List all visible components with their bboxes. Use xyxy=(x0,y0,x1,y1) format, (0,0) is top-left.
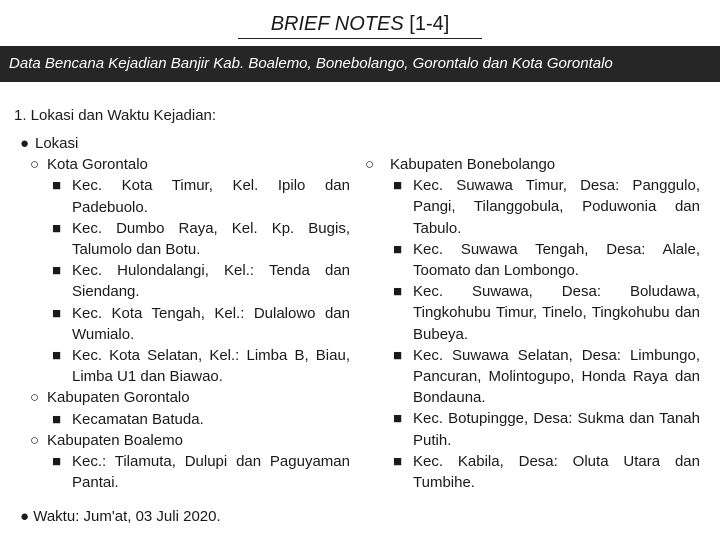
kecamatan-item: Kec. Suwawa, Desa: Boludawa, Tingkohubu Timur, Tinelo, Tingkohubu dan Bubeya. xyxy=(413,283,700,343)
bullet-square-icon: ■ xyxy=(393,346,403,364)
bullet-dot-icon: ● xyxy=(20,508,30,525)
bullet-circle-icon: ○ xyxy=(30,389,40,407)
bullet-square-icon: ■ xyxy=(393,410,403,428)
kecamatan-item: Kec. Kota Tengah, Kel.: Dulalowo dan Wumialo. xyxy=(72,304,350,343)
bullet-circle-icon: ○ xyxy=(365,156,375,173)
bullet-circle-icon: ○ xyxy=(30,156,40,174)
waktu-line xyxy=(20,506,221,527)
bullet-square-icon: ■ xyxy=(393,452,403,470)
list-item xyxy=(20,303,350,345)
bullet-square-icon: ■ xyxy=(393,283,403,301)
list-item xyxy=(365,408,700,450)
kecamatan-item: Kec.: Tilamuta, Dulupi dan Paguyaman Pantai. xyxy=(72,453,350,492)
kecamatan-item: Kec. Suwawa Tengah, Desa: Alale, Toomato dan Lombongo. xyxy=(413,240,700,280)
region-kab-gorontalo: Kabupaten Gorontalo xyxy=(47,389,190,407)
list-item xyxy=(20,154,350,175)
kecamatan-item: Kecamatan Batuda. xyxy=(72,410,204,428)
list-item xyxy=(365,345,700,409)
kecamatan-item: Kec. Suwawa Timur, Desa: Panggulo, Pangi, Tilanggobula, Poduwonia dan Tabulo. xyxy=(413,177,700,237)
left-column xyxy=(20,133,350,493)
section-label: 1. Lokasi dan Waktu Kejadian xyxy=(14,107,212,124)
bullet-square-icon: ■ xyxy=(52,410,62,428)
region-kab-boalemo: Kabupaten Boalemo xyxy=(47,431,183,449)
region-kab-bonebolango: Kabupaten Bonebolango xyxy=(390,156,556,173)
slide-title xyxy=(0,10,720,38)
kecamatan-item: Kec. Dumbo Raya, Kel. Kp. Bugis, Talumolo dan Botu. xyxy=(72,219,350,259)
kecamatan-item: Kec. Kota Timur, Kel. Ipilo dan Padebuolo. xyxy=(72,177,350,216)
kecamatan-item: Kec. Kota Selatan, Kel.: Limba B, Biau, Limba U1 dan Biawao. xyxy=(72,347,350,386)
bullet-square-icon: ■ xyxy=(52,262,62,280)
list-item xyxy=(365,239,700,281)
bullet-square-icon: ■ xyxy=(52,347,62,365)
bullet-square-icon: ■ xyxy=(52,177,62,195)
bullet-square-icon: ■ xyxy=(52,304,62,322)
list-item xyxy=(365,281,700,345)
list-item xyxy=(20,260,350,302)
kecamatan-item: Kec. Suwawa Selatan, Desa: Limbungo, Pancuran, Molintogupo, Honda Raya dan Bondauna. xyxy=(413,346,700,407)
bullet-circle-icon: ○ xyxy=(30,431,40,449)
right-column xyxy=(365,154,700,493)
list-item xyxy=(20,451,350,493)
region-kota-gorontalo: Kota Gorontalo xyxy=(47,156,148,174)
list-item xyxy=(20,430,350,451)
bullet-dot-icon: ● xyxy=(20,135,30,152)
list-item xyxy=(365,451,700,493)
kecamatan-item: Kec. Botupingge, Desa: Sukma dan Tanah Putih. xyxy=(413,410,700,449)
section-heading xyxy=(14,106,216,126)
bullet-square-icon: ■ xyxy=(393,240,403,258)
list-item xyxy=(20,175,350,217)
list-item xyxy=(20,133,350,154)
section-colon: : xyxy=(211,107,217,124)
kecamatan-item: Kec. Hulondalangi, Kel.: Tenda dan Siendang. xyxy=(72,262,350,301)
title-text: BRIEF NOTES xyxy=(270,13,404,35)
banner: Data Bencana Kejadian Banjir Kab. Boalemo, Bonebolango, Gorontalo dan Kota Gorontalo xyxy=(0,46,720,82)
bullet-square-icon: ■ xyxy=(393,177,403,195)
title-range: [1-4] xyxy=(409,13,450,35)
list-item xyxy=(365,154,700,175)
title-underline xyxy=(238,38,482,39)
bullet-square-icon: ■ xyxy=(52,219,62,237)
list-item xyxy=(20,387,350,408)
list-item xyxy=(20,345,350,387)
waktu-label: Waktu xyxy=(33,508,76,525)
kecamatan-item: Kec. Kabila, Desa: Oluta Utara dan Tumbihe. xyxy=(413,452,700,492)
list-item xyxy=(365,175,700,239)
lokasi-label: Lokasi xyxy=(35,135,79,152)
waktu-value: : Jum'at, 03 Juli 2020. xyxy=(75,508,221,525)
bullet-square-icon: ■ xyxy=(52,453,62,471)
list-item xyxy=(20,409,350,430)
list-item xyxy=(20,218,350,260)
